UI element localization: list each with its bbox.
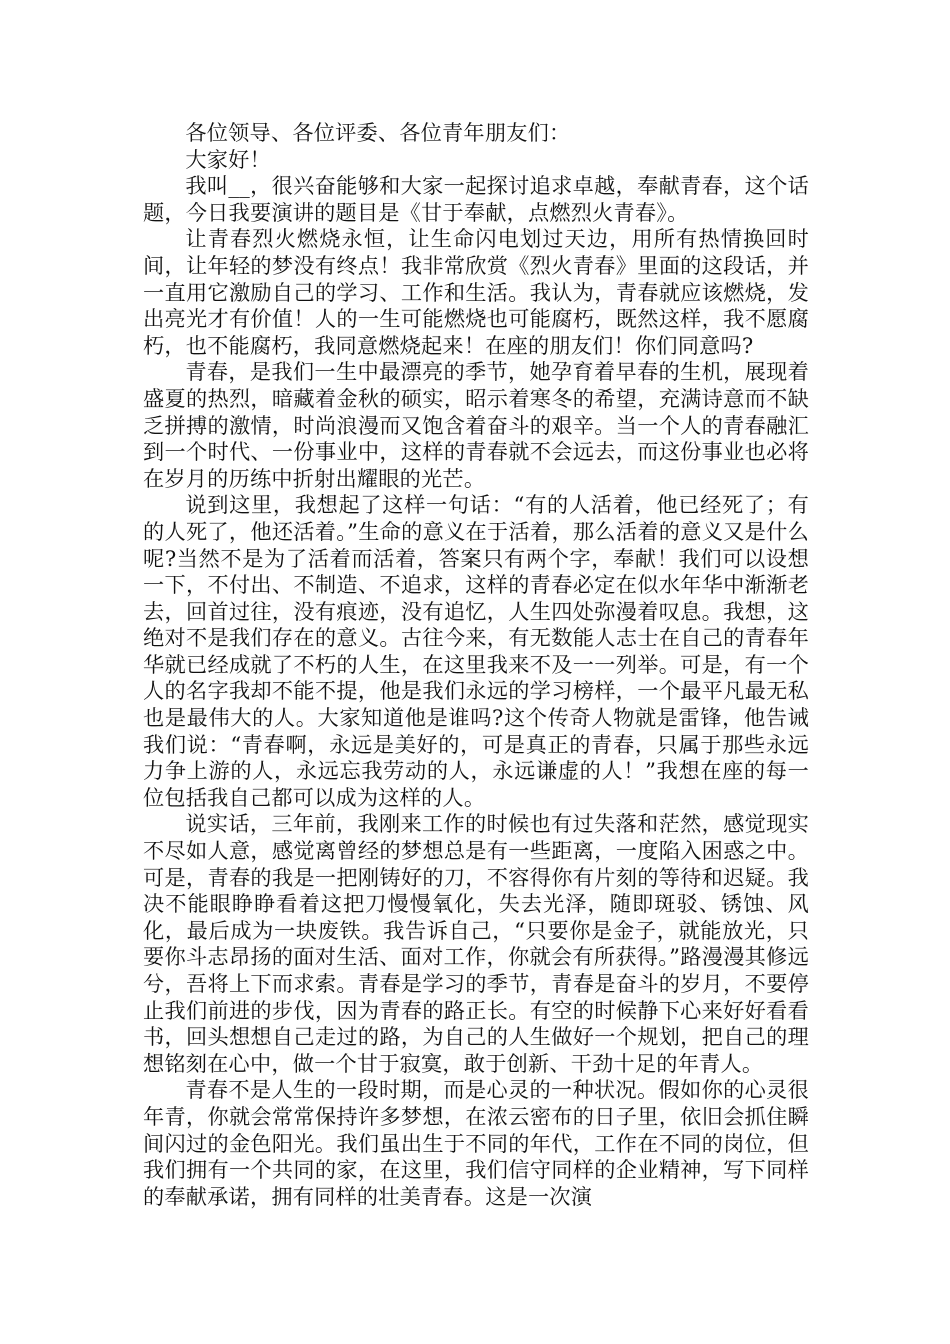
paragraph-beautiful-season: 青春，是我们一生中最漂亮的季节，她孕育着早春的生机，展现着盛夏的热烈，暗藏着金秋的硕实，昭示着寒冬的希望，充满诗意而不缺乏拼搏的激情，时尚浪漫而又饱含着奋斗的艰辛。当一个人的青春融汇到一个时代、一份事业中，这样的青春就不会远去，而这份事业也必将在岁月的历练中折射出耀眼的光芒。 bbox=[143, 359, 809, 491]
paragraph-meaning-of-life: 说到这里，我想起了这样一句话：“有的人活着，他已经死了；有的人死了，他还活着。”生命的意义在于活着，那么活着的意义又是什么呢?当然不是为了活着而活着，答案只有两个字，奉献！我们可以设想一下，不付出、不制造、不追求，这样的青春必定在似水年华中渐渐老去，回首过往，没有痕迹，没有追忆，人生四处弥漫着叹息。我想，这绝对不是我们存在的意义。古往今来，有无数能人志士在自己的青春年华就已经成就了不朽的人生，在这里我来不及一一列举。可是，有一个人的名字我却不能不提，他是我们永远的学习榜样，一个最平凡最无私也是最伟大的人。大家知道他是谁吗?这个传奇人物就是雷锋，他告诫我们说：“青春啊，永远是美好的，可是真正的青春，只属于那些永远力争上游的人，永远忘我劳动的人，永远谦虚的人！”我想在座的每一位包括我自己都可以成为这样的人。 bbox=[143, 492, 809, 810]
greeting: 大家好！ bbox=[185, 146, 271, 172]
paragraph-intro: 我叫__，很兴奋能够和大家一起探讨追求卓越，奉献青春，这个话题，今日我要演讲的题目是《甘于奉献，点燃烈火青春》。 bbox=[143, 173, 809, 225]
paragraph-burning-youth: 让青春烈火燃烧永恒，让生命闪电划过天边，用所有热情换回时间，让年轻的梦没有终点！我非常欣赏《烈火青春》里面的这段话，并一直用它激励自己的学习、工作和生活。我认为，青春就应该燃烧，发出亮光才有价值！人的一生可能燃烧也可能腐朽，既然这样，我不愿腐朽，也不能腐朽，我同意燃烧起来！在座的朋友们！你们同意吗? bbox=[143, 226, 809, 358]
document-page bbox=[143, 120, 809, 1320]
salutation: 各位领导、各位评委、各位青年朋友们： bbox=[185, 120, 571, 145]
paragraph-honest-words: 说实话，三年前，我刚来工作的时候也有过失落和茫然，感觉现实不尽如人意，感觉离曾经的梦想总是有一些距离，一度陷入困惑之中。可是，青春的我是一把刚铸好的刀，不容得你有片刻的等待和迟疑。我决不能眼睁睁看着这把刀慢慢氧化，失去光泽，随即斑驳、锈蚀、风化，最后成为一块废铁。我告诉自己，“只要你是金子，就能放光，只要你斗志昂扬的面对生活、面对工作，你就会有所获得。”路漫漫其修远兮，吾将上下而求索。青春是学习的季节，青春是奋斗的岁月，不要停止我们前进的步伐，因为青春的路正长。有空的时候静下心来好好看看书，回头想想自己走过的路，为自己的人生做好一个规划，把自己的理想铭刻在心中，做一个甘于寂寞，敢于创新、干劲十足的年青人。 bbox=[143, 811, 809, 1076]
paragraph-youth-state-of-mind: 青春不是人生的一段时期，而是心灵的一种状况。假如你的心灵很年青，你就会常常保持许多梦想，在浓云密布的日子里，依旧会抓住瞬间闪过的金色阳光。我们虽出生于不同的年代，工作在不同的岗位，但我们拥有一个共同的家，在这里，我们信守同样的企业精神，写下同样的奉献承诺，拥有同样的壮美青春。这是一次演 bbox=[143, 1077, 809, 1209]
